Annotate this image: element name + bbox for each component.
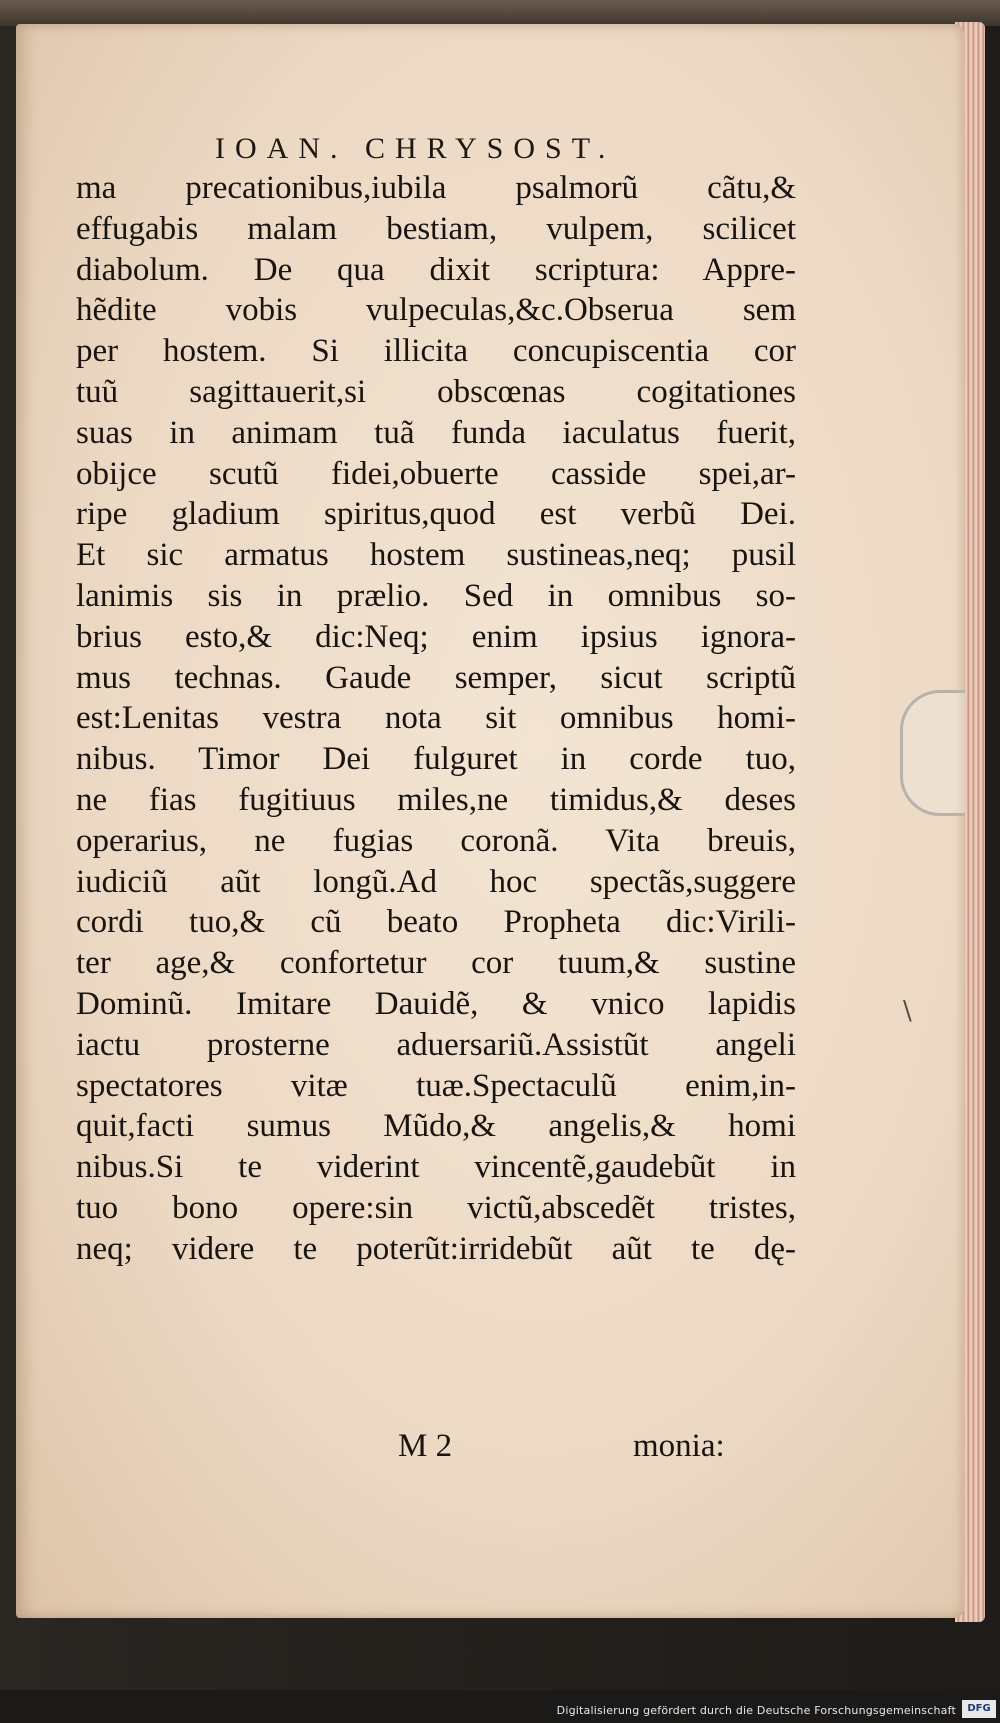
text-line: ma precationibus,iubila psalmorũ cãtu,& bbox=[76, 170, 796, 206]
text-line: est:Lenitas vestra nota sit omnibus homi- bbox=[76, 700, 796, 737]
text-line: mus technas. Gaude semper, sicut scriptũ bbox=[76, 659, 796, 696]
running-head: IOAN. CHRYSOST. bbox=[215, 132, 616, 165]
text-line: nibus.Si te viderint vincentẽ,gaudebũt in bbox=[76, 1149, 796, 1186]
dfg-logo: DFG bbox=[962, 1700, 996, 1718]
text-line: lanimis sis in prælio. Sed in omnibus so- bbox=[76, 577, 796, 614]
text-line: brius esto,& dic:Neq; enim ipsius ignora- bbox=[76, 618, 796, 655]
text-line: Et sic armatus hostem sustineas,neq; pusil bbox=[76, 537, 796, 574]
page-clip bbox=[900, 690, 965, 816]
text-line: ne fias fugitiuus miles,ne timidus,& deses bbox=[76, 781, 796, 818]
text-line: nibus. Timor Dei fulguret in corde tuo, bbox=[76, 741, 796, 778]
text-line: ripe gladium spiritus,quod est verbũ Dei. bbox=[76, 496, 796, 533]
catchword: monia: bbox=[633, 1428, 725, 1464]
text-line: quit,facti sumus Mũdo,& angelis,& homi bbox=[76, 1108, 796, 1145]
text-line: iudiciũ aũt longũ.Ad hoc spectãs,suggere bbox=[76, 863, 796, 900]
book-cover-edge bbox=[0, 0, 1000, 26]
text-line: cordi tuo,& cũ beato Propheta dic:Virili- bbox=[76, 904, 796, 941]
text-line: suas in animam tuã funda iaculatus fuerit, bbox=[76, 414, 796, 451]
text-line: tuũ sagittauerit,si obscœnas cogitationes bbox=[76, 373, 796, 410]
text-line: effugabis malam bestiam, vulpem, scilicet bbox=[76, 210, 796, 247]
text-line: iactu prosterne aduersariũ.Assistũt angeli bbox=[76, 1026, 796, 1063]
text-line: obijce scutũ fidei,obuerte casside spei,ar- bbox=[76, 455, 796, 492]
text-line: diabolum. De qua dixit scriptura: Appre- bbox=[76, 251, 796, 288]
text-line: per hostem. Si illicita concupiscentia cor bbox=[76, 333, 796, 370]
page-body bbox=[76, 168, 796, 1270]
text-line: Dominũ. Imitare Dauidẽ, & vnico lapidis bbox=[76, 985, 796, 1022]
text-line: hẽdite vobis vulpeculas,&c.Obserua sem bbox=[76, 292, 796, 329]
stray-mark: \ bbox=[903, 996, 912, 1026]
text-line: operarius, ne fugias coronã. Vita breuis, bbox=[76, 822, 796, 859]
text-line: tuo bono opere:sin victũ,abscedẽt tristes, bbox=[76, 1189, 796, 1226]
signature-mark: M 2 bbox=[398, 1428, 453, 1464]
text-line: neq; videre te poterũt:irridebũt aũt te dę- bbox=[76, 1230, 796, 1267]
text-line: ter age,& confortetur cor tuum,& sustine bbox=[76, 945, 796, 982]
text-line: spectatores vitæ tuæ.Spectaculũ enim,in- bbox=[76, 1067, 796, 1104]
digitization-credit: Digitalisierung gefördert durch die Deutsche Forschungsgemeinschaft bbox=[556, 1704, 956, 1717]
